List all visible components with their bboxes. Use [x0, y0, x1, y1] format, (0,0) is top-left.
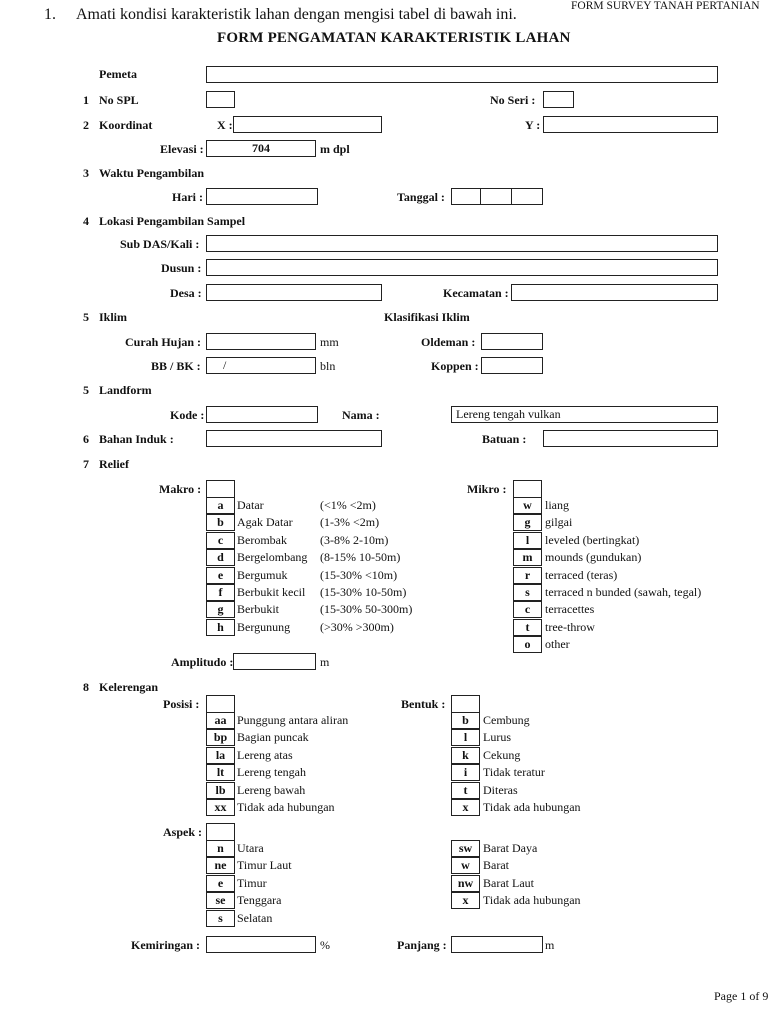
input-elevasi[interactable]: 704: [206, 140, 316, 157]
option-label: Tidak ada hubungan: [483, 800, 581, 814]
option-range: (3-8% 2-10m): [320, 532, 389, 547]
option-code: w: [451, 857, 480, 874]
input-tanggal-month[interactable]: [480, 188, 512, 205]
input-panjang[interactable]: [451, 936, 543, 953]
option-label: Selatan: [237, 910, 273, 925]
option-label: Diteras: [483, 782, 518, 797]
option-code: g: [206, 601, 235, 618]
option-code: w: [513, 497, 542, 514]
input-tanggal-year[interactable]: [511, 188, 543, 205]
input-posisi[interactable]: [206, 695, 235, 713]
option-code: aa: [206, 712, 235, 729]
num-8: 8: [83, 680, 89, 694]
option-code: s: [513, 584, 542, 601]
num-7: 7: [83, 457, 89, 471]
option-label: Timur: [237, 875, 267, 890]
input-y[interactable]: [543, 116, 718, 133]
option-code: l: [513, 532, 542, 549]
label-waktu: Waktu Pengambilan: [99, 166, 205, 180]
option-label: Datar: [237, 498, 264, 512]
option-range: (1-3% <2m): [320, 515, 380, 530]
input-no-seri[interactable]: [543, 91, 574, 108]
input-batuan[interactable]: [543, 430, 718, 447]
option-code: x: [451, 799, 480, 816]
option-code: lb: [206, 782, 235, 799]
option-label: Berbukit: [237, 602, 279, 617]
label-oldeman: Oldeman :: [421, 335, 476, 349]
option-label: other: [545, 637, 570, 652]
instruction-text: Amati kondisi karakteristik lahan dengan mengisi tabel di bawah ini.: [76, 6, 517, 23]
option-code: b: [451, 712, 480, 729]
num-4: 4: [83, 214, 89, 228]
label-lokasi: Lokasi Pengambilan Sampel: [99, 214, 246, 228]
option-range: (<1% <2m): [320, 498, 376, 512]
option-code: i: [451, 764, 480, 781]
option-code: sw: [451, 840, 480, 857]
label-kemiringan: Kemiringan :: [131, 938, 200, 952]
option-code: e: [206, 567, 235, 584]
label-klasifikasi: Klasifikasi Iklim: [384, 310, 470, 324]
label-nama: Nama :: [342, 408, 380, 422]
label-batuan: Batuan :: [482, 432, 527, 446]
label-no-spl: No SPL: [99, 93, 139, 107]
label-landform: Landform: [99, 383, 152, 397]
option-code: o: [513, 636, 542, 653]
option-code: x: [451, 892, 480, 909]
option-code: se: [206, 892, 235, 909]
option-code: bp: [206, 729, 235, 746]
label-pemeta: Pemeta: [99, 67, 137, 81]
option-label: Cekung: [483, 747, 521, 762]
option-label: Lereng tengah: [237, 765, 306, 780]
option-code: m: [513, 549, 542, 566]
input-kode[interactable]: [206, 406, 318, 423]
option-code: e: [206, 875, 235, 892]
option-label: Punggung antara aliran: [237, 713, 349, 727]
option-label: Berombak: [237, 532, 287, 547]
option-label: mounds (gundukan): [545, 550, 642, 565]
input-dusun[interactable]: [206, 259, 718, 276]
label-aspek: Aspek :: [163, 825, 203, 839]
option-label: Bergelombang: [237, 550, 308, 565]
label-kecamatan: Kecamatan :: [443, 286, 509, 300]
option-code: lt: [206, 764, 235, 781]
input-subdas[interactable]: [206, 235, 718, 252]
option-code: l: [451, 729, 480, 746]
label-bbbk: BB / BK :: [151, 359, 201, 373]
form-tag: FORM SURVEY TANAH PERTANIAN: [571, 0, 760, 12]
input-aspek[interactable]: [206, 823, 235, 841]
option-code: c: [513, 601, 542, 618]
label-iklim: Iklim: [99, 310, 128, 324]
input-tanggal-day[interactable]: [451, 188, 481, 205]
option-code: k: [451, 747, 480, 764]
option-code: d: [206, 549, 235, 566]
label-koppen: Koppen :: [431, 359, 479, 373]
num-3: 3: [83, 166, 89, 180]
label-dusun: Dusun :: [161, 261, 202, 275]
num-5-iklim: 5: [83, 310, 89, 324]
input-makro[interactable]: [206, 480, 235, 498]
option-code: la: [206, 747, 235, 764]
option-label: Bagian puncak: [237, 730, 309, 745]
option-label: Berbukit kecil: [237, 585, 306, 599]
input-mikro[interactable]: [513, 480, 542, 498]
label-panjang: Panjang :: [397, 938, 447, 952]
label-hari: Hari :: [172, 190, 203, 204]
input-oldeman[interactable]: [481, 333, 543, 350]
option-label: leveled (bertingkat): [545, 532, 640, 547]
option-label: Utara: [237, 841, 264, 855]
input-kecamatan[interactable]: [511, 284, 718, 301]
input-pemeta[interactable]: [206, 66, 718, 83]
label-elevasi: Elevasi :: [160, 142, 204, 156]
option-label: Barat Daya: [483, 841, 538, 855]
label-amplitudo: Amplitudo :: [171, 655, 234, 669]
option-label: liang: [545, 498, 569, 512]
label-bahan-induk: Bahan Induk :: [99, 432, 174, 446]
option-label: Timur Laut: [237, 858, 292, 873]
num-6: 6: [83, 432, 89, 446]
option-code: n: [206, 840, 235, 857]
option-label: tree-throw: [545, 619, 595, 634]
option-label: Barat Laut: [483, 875, 534, 890]
option-code: f: [206, 584, 235, 601]
option-label: Tidak ada hubungan: [483, 893, 581, 908]
option-code: ne: [206, 857, 235, 874]
option-label: Agak Datar: [237, 515, 293, 530]
label-y: Y :: [525, 118, 541, 132]
option-code: r: [513, 567, 542, 584]
option-code: s: [206, 910, 235, 927]
option-code: xx: [206, 799, 235, 816]
option-code: t: [513, 619, 542, 636]
option-range: (>30% >300m): [320, 619, 394, 634]
option-code: c: [206, 532, 235, 549]
input-bahan-induk[interactable]: [206, 430, 382, 447]
option-code: b: [206, 514, 235, 531]
option-label: Lereng atas: [237, 747, 293, 762]
num-1: 1: [83, 93, 89, 107]
input-nama[interactable]: Lereng tengah vulkan: [451, 406, 718, 423]
input-bbbk[interactable]: /: [206, 357, 316, 374]
option-label: Tidak ada hubungan: [237, 800, 335, 814]
option-label: Lurus: [483, 730, 511, 745]
option-code: nw: [451, 875, 480, 892]
option-code: h: [206, 619, 235, 636]
input-koppen[interactable]: [481, 357, 543, 374]
option-label: gilgai: [545, 515, 573, 530]
option-label: Barat: [483, 858, 509, 873]
input-no-spl[interactable]: [206, 91, 235, 108]
num-2: 2: [83, 118, 89, 132]
option-label: Cembung: [483, 713, 530, 727]
label-koordinat: Koordinat: [99, 118, 153, 132]
label-bentuk: Bentuk :: [401, 697, 446, 711]
label-posisi: Posisi :: [163, 697, 200, 711]
label-kelerengan: Kelerengan: [99, 680, 159, 694]
option-code: g: [513, 514, 542, 531]
instruction-number: 1.: [44, 6, 56, 23]
input-kemiringan[interactable]: [206, 936, 316, 953]
unit-elevasi: m dpl: [320, 142, 350, 156]
label-curah-hujan: Curah Hujan :: [125, 335, 202, 349]
option-label: terraced n bunded (sawah, tegal): [545, 585, 702, 599]
option-label: Bergumuk: [237, 567, 288, 582]
num-5-landform: 5: [83, 383, 89, 397]
unit-curah-hujan: mm: [320, 335, 339, 349]
label-subdas: Sub DAS/Kali :: [120, 237, 200, 251]
input-curah-hujan[interactable]: [206, 333, 316, 350]
label-no-seri: No Seri :: [490, 93, 536, 107]
input-hari[interactable]: [206, 188, 318, 205]
option-range: (15-30% 50-300m): [320, 602, 413, 617]
unit-panjang: m: [545, 938, 555, 952]
option-code: t: [451, 782, 480, 799]
unit-amplitudo: m: [320, 655, 330, 669]
option-label: Lereng bawah: [237, 782, 306, 797]
option-label: Tenggara: [237, 893, 282, 908]
input-bentuk[interactable]: [451, 695, 480, 713]
option-range: (8-15% 10-50m): [320, 550, 401, 565]
label-desa: Desa :: [170, 286, 202, 300]
input-x[interactable]: [233, 116, 382, 133]
option-label: terraced (teras): [545, 567, 618, 582]
label-relief: Relief: [99, 457, 129, 471]
option-range: (15-30% 10-50m): [320, 585, 407, 599]
option-label: Bergunung: [237, 619, 291, 634]
label-makro: Makro :: [159, 482, 202, 496]
form-title: FORM PENGAMATAN KARAKTERISTIK LAHAN: [217, 30, 571, 46]
unit-kemiringan: %: [320, 938, 330, 952]
option-label: terracettes: [545, 602, 595, 617]
input-desa[interactable]: [206, 284, 382, 301]
label-tanggal: Tanggal :: [397, 190, 445, 204]
option-code: a: [206, 497, 235, 514]
label-x: X :: [217, 118, 233, 132]
unit-bbbk: bln: [320, 359, 336, 373]
option-label: Tidak teratur: [483, 765, 545, 780]
label-kode: Kode :: [170, 408, 205, 422]
input-amplitudo[interactable]: [233, 653, 316, 670]
label-mikro: Mikro :: [467, 482, 507, 496]
option-range: (15-30% <10m): [320, 567, 398, 582]
page-number: Page 1 of 9: [714, 989, 768, 1003]
